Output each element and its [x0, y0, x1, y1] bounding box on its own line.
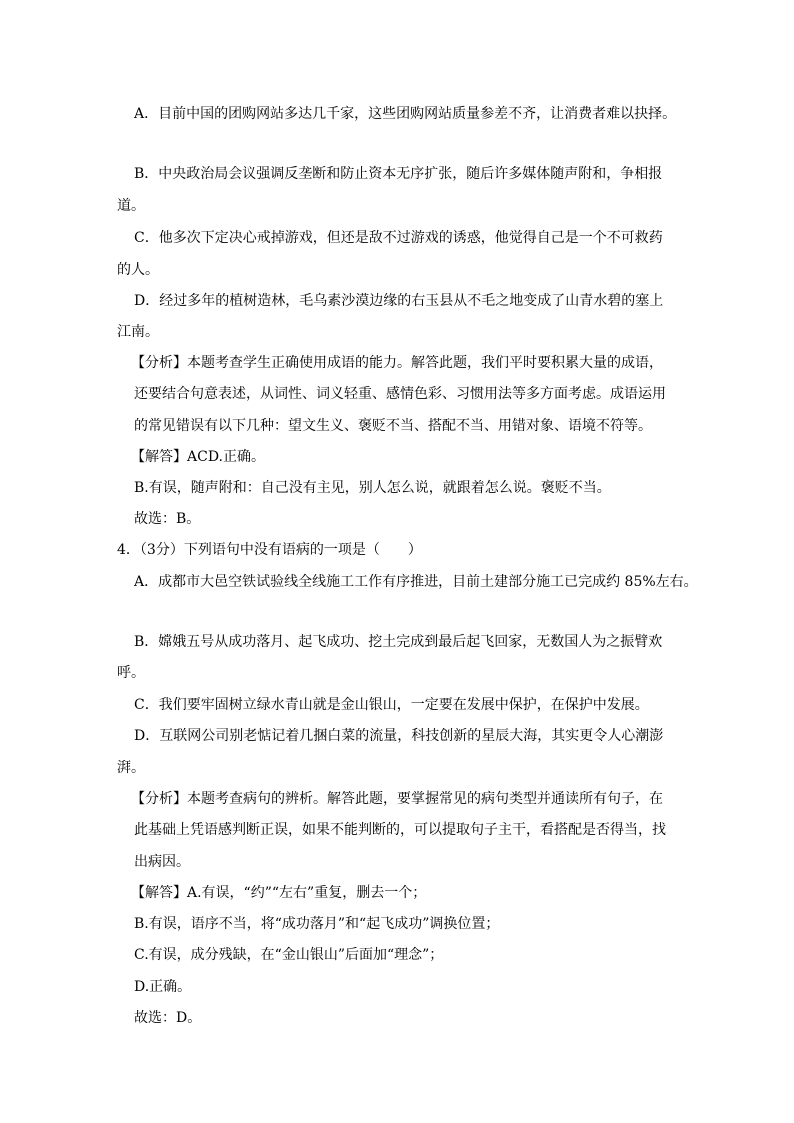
q3-option-c-line1: C．他多次下定决心戒掉游戏，但还是敌不过游戏的诱惑，他觉得自己是一个不可救药	[134, 230, 663, 246]
q4-analysis-line3: 出病因。	[134, 854, 190, 870]
q4-analysis-line1: 【分析】本题考查病句的辨析。解答此题，要掌握常见的病句类型并通读所有句子，在	[131, 791, 663, 807]
q3-answer-line1: 【解答】ACD.正确。	[131, 449, 265, 465]
q4-option-c: C．我们要牢固树立绿水青山就是金山银山，一定要在发展中保护，在保护中发展。	[134, 697, 649, 713]
q3-option-d-line2: 江南。	[117, 324, 159, 340]
q3-analysis-line3: 的常见错误有以下几种：望文生义、褒贬不当、搭配不当、用错对象、语境不符等。	[134, 418, 652, 434]
q4-stem: 4．（3分）下列语句中没有语病的一项是（ ）	[117, 542, 422, 558]
q3-option-d-line1: D．经过多年的植树造林，毛乌素沙漠边缘的右玉县从不毛之地变成了山青水碧的塞上	[134, 293, 664, 309]
q4-answer-line1: 【解答】A.有误，“约”“左右”重复，删去一个；	[131, 885, 427, 901]
q4-option-b-line2: 呼。	[117, 665, 145, 681]
q3-option-c-line2: 的人。	[117, 262, 159, 278]
q4-answer-line4: D.正确。	[134, 979, 192, 995]
q4-option-a: A．成都市大邑空铁试验线全线施工工作有序推进，目前土建部分施工已完成约 85%左右。	[134, 574, 698, 590]
q3-option-a: A．目前中国的团购网站多达几千家，这些团购网站质量参差不齐，让消费者难以抉择。	[134, 106, 677, 122]
q4-option-d-line2: 湃。	[117, 760, 145, 776]
q4-choice: 故选：D。	[134, 1010, 202, 1026]
q4-option-b-line1: B．嫦娥五号从成功落月、起飞成功、挖土完成到最后起飞回家，无数国人为之振臂欢	[134, 634, 663, 650]
q4-option-d-line1: D．互联网公司别老惦记着几捆白菜的流量，科技创新的星辰大海，其实更令人心潮澎	[134, 728, 664, 744]
q3-analysis-line1: 【分析】本题考查学生正确使用成语的能力。解答此题，我们平时要积累大量的成语，	[131, 355, 663, 371]
q3-answer-line2: B.有误，随声附和：自己没有主见，别人怎么说，就跟着怎么说。褒贬不当。	[134, 480, 611, 496]
q3-choice: 故选：B。	[134, 511, 201, 527]
q4-answer-line3: C.有误，成分残缺，在“金山银山”后面加“理念”；	[134, 947, 444, 963]
q4-answer-line2: B.有误，语序不当，将“成功落月”和“起飞成功”调换位置；	[134, 916, 500, 932]
q3-option-b-line1: B．中央政治局会议强调反垄断和防止资本无序扩张，随后许多媒体随声附和，争相报	[134, 166, 663, 182]
q4-analysis-line2: 此基础上凭语感判断正误，如果不能判断的，可以提取句子主干，看搭配是否得当，找	[134, 822, 666, 838]
q3-analysis-line2: 还要结合句意表述，从词性、词义轻重、感情色彩、习惯用法等多方面考虑。成语运用	[134, 386, 666, 402]
q3-option-b-line2: 道。	[117, 198, 145, 214]
